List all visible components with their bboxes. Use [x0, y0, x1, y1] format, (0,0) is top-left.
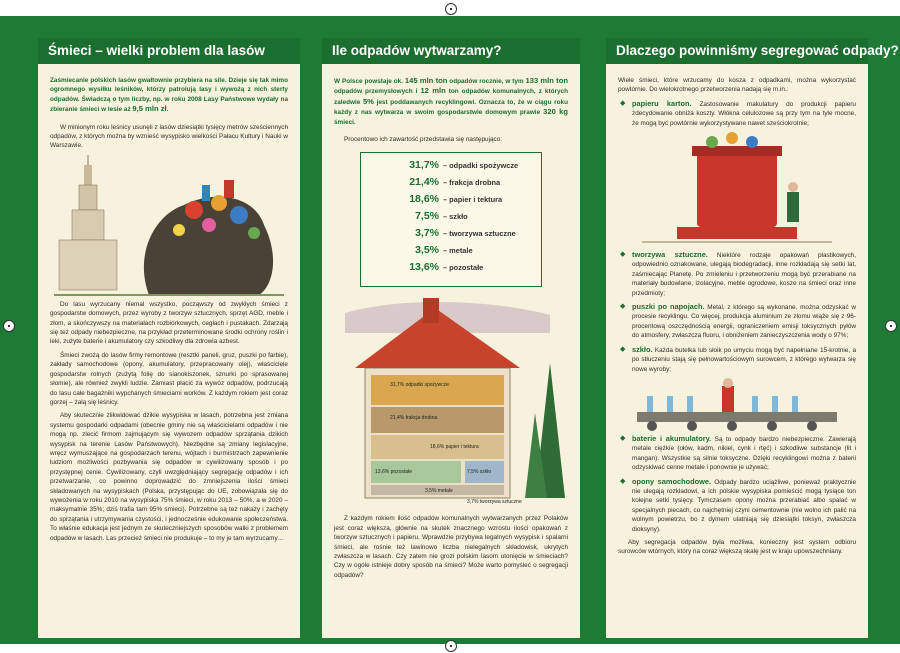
item-text: Każda butelka lub słoik po umyciu mogą być napełniane 15-krotnie, a po stłuczeniu stają się pełnowartościowym surowcem, z którego wytwarza się nowe wyroby;	[632, 346, 856, 373]
paragraph: Śmieci zwożą do lasów firmy remontowe (resztki paneli, gruz, puszki po farbie), zakłady samochodowe (opony, akumulatory, przepracowany olej), właściciele gospodarstw rolnych (zużytą folię do sianokiszonek, sznurki po sprasowanej słomie), ale również zwykli ludzie. Zamiast płacić za wywóz odpadów, podrzucają do lasu całe bagażniki wypchanych śmieciami worków. Z każdym rokiem jest coraz gorzej – żalą się leśnicy.	[50, 351, 288, 406]
lead-text: odpadów rocznie, w tym	[447, 78, 526, 85]
lead-number: 320 kg	[543, 107, 568, 117]
stat-row	[361, 161, 541, 178]
illus-label: 13,6% pozostałe	[375, 469, 412, 476]
illus-label: 7,5% szkło	[467, 469, 492, 476]
item-text: Metal, z którego są wykonane, można odzyskać w procesie recyklingu. Co więcej, produkcja aluminium ze złomu wiąże się z 96-procentową oszczędnością energii, ograniczeniem emisji toksycznych pyłów do atmosfery, zwłaszcza fluoru, i obniżeniem zanieczyszczenia wody o 97%;	[632, 304, 856, 340]
list-item	[618, 345, 856, 374]
diamond-bullet-icon: ◆	[620, 303, 626, 311]
paragraph: Do lasu wyrzucany niemal wszystko, począwszy od zwykłych śmieci z gospodarstw domowych, przez wyroby z tworzyw sztucznych, sprzęt AGD, meble i złom, a skończywszy na materiałach rozbiórkowych, cegłach i pustakach. Zdarzają się też odpady niebezpieczne, na przykład przeterminowane środki ochrony roślin i leki, zużyte baterie i akumulatory czy szkodliwy dla zdrowia azbest.	[50, 300, 288, 346]
illus-label: 3,7% tworzywa sztuczne	[467, 499, 522, 506]
stat-row	[361, 212, 541, 229]
item-text: Zastosowanie makulatury do produkcji papieru zdecydowanie obniża koszty. Włókna celulozowe są przy tym na tyle mocne, że mogą być powtórnie wykorzystywane nawet sześciokrotnie;	[632, 100, 856, 127]
stat-label: – pozostałe	[443, 263, 484, 273]
stat-value: 21,4%	[409, 176, 439, 189]
item-text: Odpady bardzo uciążliwe, ponieważ praktycznie nie ulegają rozkładowi, a ich polskie wysypiska pomieścić mogą tysiące ton kolejne setki tysięcy. Tymczasem opony można przerabiać albo spalać w specjalnych piecach, co najchętniej czyni cementownie (nie wolno ich palić na wolnym powietrzu, bo z dymem ulatniają się dziesiątki toksyn, zwłaszcza dioksyny).	[632, 478, 857, 533]
stat-value: 3,5%	[415, 244, 439, 257]
waste-house-illustration	[335, 293, 567, 508]
bottle-conveyor-illustration	[632, 378, 842, 434]
list-item	[618, 302, 856, 341]
lead-text: ton odpadów komunalnych, z których zaledwie	[334, 88, 568, 106]
lead-text-end: .	[166, 106, 169, 114]
palace-and-trash-illustration	[54, 155, 284, 300]
list-item	[618, 434, 856, 473]
paragraph: W minionym roku leśnicy usunęli z lasów dziesiątki tysięcy metrów sześciennych odpadów, z których można by wznieść wysypisko wielkości Pałacu Kultury i Nauki w Warszawie.	[50, 123, 289, 150]
lead-paragraph	[50, 76, 288, 115]
item-heading: szkło.	[632, 344, 653, 354]
registration-mark-icon	[3, 320, 15, 332]
stat-row	[361, 246, 541, 263]
stat-label: – szkło	[443, 212, 468, 222]
lead-text: W Polsce powstaje ok.	[334, 78, 405, 85]
lead-text: odpadów przemysłowych i	[334, 88, 421, 96]
panel-forest-waste	[38, 38, 300, 638]
lead-text: jest poddawanych recyklingowi. Oznacza to, że w ciągu roku każdy z nas wytwarza w swoim gospodarstwie domowym prawie	[334, 98, 568, 117]
lead-number: 133 mln ton	[525, 76, 568, 85]
item-heading: baterie i akumulatory.	[632, 433, 712, 443]
stat-row	[361, 195, 541, 212]
diamond-bullet-icon: ◆	[620, 434, 626, 442]
registration-mark-icon	[445, 3, 457, 15]
panel-why-segregate	[606, 38, 899, 638]
stat-label: – papier i tektura	[443, 195, 503, 205]
lead-number: 145 mln ton	[404, 76, 448, 85]
registration-mark-icon	[445, 640, 457, 652]
stat-value: 7,5%	[415, 210, 439, 223]
panel-waste-amount	[322, 38, 580, 638]
item-text: Niektóre rodzaje opakowań plastikowych, odpowiednio oznakowane, ulegają biodegradacji, inne rozkładają się setki lat, zaśmiecając Planetę. Po zmieleniu i przetworzeniu mogą być przerabiane na materiały budowlane, izolacyjne, meble ogrodowe, kosze na śmieci oraz inne przedmioty;	[632, 252, 856, 297]
item-heading: opony samochodowe.	[632, 476, 712, 486]
intro-paragraph: Wiele śmieci, które wrzucamy do kosza z odpadkami, można wykorzystać powtórnie. Do wielokrotnego przetworzenia nadają się m.in.:	[618, 77, 856, 94]
paragraph: Aby skutecznie zlikwidować dzikie wysypiska w lasach, potrzebna jest zmiana systemu gospodarki odpadami (obecnie gminy nie są właścicielami odpadów i nie mogą np. zlecić firmom zajmującym się wywozem odpadów sprzątania dzikich wysypisk na terenie Lasów Państwowych). Niezbędne są zmiany legislacyjne, wręcz wymuszające na gospodarzach terenu, wójtach i burmistrzach zapewnienie ludziom możliwości pozbywania się odpadów w cywilizowany sposób i po przystępnej cenie. Cywilizowany, czyli uwzględniający segregację odpadów i ich przetwarzanie, co powinno doprowadzić do zmniejszenia ilości śmieci składowanych na wysypiskach (Polska, przystępując do UE, zobowiązała się do wywożenia w roku 2010 na wysypiska 75% śmieci, w roku 2013 – 50%, a w 2020 – maksymalnie 35%; dziś trafia tam 95% śmieci). Potrzebne są też nakazy i zachęty do sprzątania i utrzymywania czystości, i jednocześnie edukowanie społeczeństwa. To właśnie edukacja jest jednym ze skuteczniejszych sposobów walki z problemem odpadów w lasach. Las przecież śmieci nie produkuje – to my je tam wyrzucamy…	[50, 412, 288, 542]
stat-label: – frakcja drobna	[443, 178, 501, 188]
illus-label: 3,5% metale	[425, 488, 453, 495]
item-text: Są to odpady bardzo niebezpieczne. Zawierają metale ciężkie (ołów, kadm, nikiel, cynk i rtęć) i szkodliwe substancje (lit i mangan). Wszystkie są silnie toksyczne. Dzięki recyklingowi można z baterii odzyskiwać cenne metale i ponownie je używać;	[632, 435, 856, 472]
item-heading: tworzywa sztuczne.	[632, 250, 708, 260]
diamond-bullet-icon: ◆	[620, 477, 626, 485]
stat-value: 18,6%	[409, 193, 439, 206]
stats-intro: Procentowo ich zawartość przedstawia się następująco:	[344, 136, 503, 144]
lead-paragraph	[334, 76, 568, 127]
stat-label: – tworzywa sztuczne	[443, 229, 516, 239]
registration-mark-icon	[885, 320, 897, 332]
list-item	[618, 477, 856, 534]
paragraph: Z każdym rokiem ilość odpadów komunalnych wytwarzanych przez Polaków jest coraz większa, głównie na skutek znacznego wzrostu ilości opakowań z tworzyw sztucznych i papieru. Wprawdzie przybywa legalnych wysypisk i spalarni śmieci, ale rośnie też lawinowo liczba nielegalnych składowisk, ukrytych zwłaszcza w lasach. Czy zatem nie grozi polskim lasom utonięcie w śmieciach? Czy w ogóle istnieje dobry sposób na śmieci? Może warto pomyśleć o segregacji odpadów?	[334, 515, 568, 579]
list-item	[618, 250, 856, 298]
lead-number: 12 mln	[420, 86, 446, 96]
diamond-bullet-icon: ◆	[620, 99, 626, 107]
panel-title: Ile odpadów wytwarzamy?	[322, 38, 580, 64]
stat-value: 3,7%	[415, 227, 439, 240]
stat-value: 31,7%	[409, 159, 439, 172]
diamond-bullet-icon: ◆	[620, 251, 626, 259]
stat-row	[361, 178, 541, 195]
lead-text: Zaśmiecanie polskich lasów gwałtownie przybiera na sile. Dzieje się tak mimo ogromnego wysiłku leśników, którzy patrolują lasy i wywożą z nich sterty odpadów. Świadczą o tym liczby, np. w roku 2008 Lasy Państwowe wydały na zbieranie śmieci w lesie aż	[50, 77, 288, 114]
item-heading: puszki po napojach.	[632, 302, 705, 312]
composition-box	[360, 152, 542, 287]
diamond-bullet-icon: ◆	[620, 345, 626, 353]
stat-label: – odpadki spożywcze	[443, 161, 519, 171]
illus-label: 31,7% odpadki spożywcze	[390, 382, 449, 389]
illus-label: 21,4% frakcja drobna	[390, 415, 438, 422]
lead-amount: 9,5 mln zł	[132, 104, 167, 114]
stat-row	[361, 229, 541, 246]
list-item	[618, 99, 856, 128]
closing-paragraph: Aby segregacja odpadów była możliwa, konieczny jest system odbioru surowców wtórnych, który na coraz większą skalę jest w kraju upowszechniany.	[618, 538, 856, 556]
paper-recycling-illustration	[637, 132, 837, 250]
illus-label: 18,6% papier i tektura	[430, 444, 479, 451]
item-heading: papieru karton.	[632, 98, 692, 108]
panel-title: Dlaczego powinniśmy segregować odpady?	[606, 38, 868, 64]
lead-number: 5%	[362, 96, 374, 106]
stat-value: 13,6%	[409, 261, 439, 274]
stat-row	[361, 263, 541, 280]
stat-label: – metale	[443, 246, 473, 256]
panel-title: Śmieci – wielki problem dla lasów	[38, 38, 300, 64]
lead-text: śmieci.	[334, 118, 356, 126]
